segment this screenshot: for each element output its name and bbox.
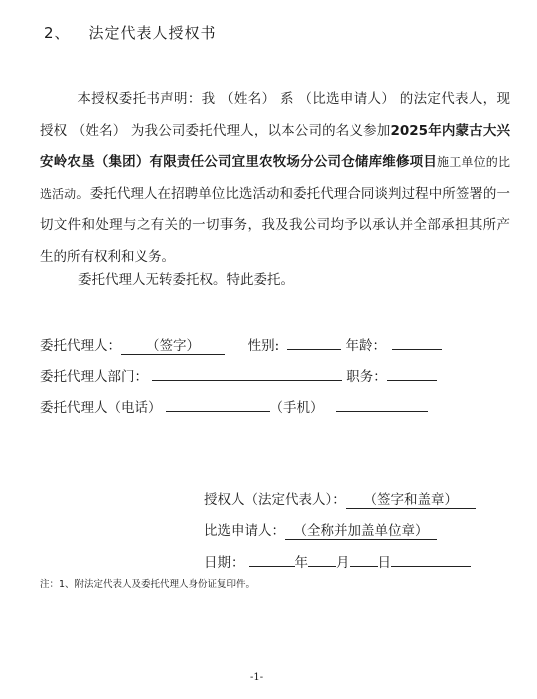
section-number: 2、 (44, 24, 71, 42)
section-heading (44, 22, 217, 43)
page-number: -1- (250, 672, 264, 683)
declaration-text-1: 本授权委托书声明：我 （姓名） 系 （比选申请人） 的法定代表人，现授权 （姓名） 为我公司委托代理人，以本公司的名义参加 (40, 91, 510, 139)
day-field[interactable] (350, 550, 378, 567)
date-label: 日期： (204, 555, 245, 571)
project-scope: 施工单位的比选活动 (40, 155, 510, 201)
mobile-label: （手机） (269, 400, 324, 416)
agent-label: 委托代理人： (40, 338, 121, 354)
mobile-field[interactable] (336, 395, 428, 412)
applicant-field[interactable] (285, 523, 437, 540)
age-field[interactable] (392, 333, 442, 350)
phone-label: 委托代理人（电话） (40, 400, 162, 416)
authorizer-hint: （签字和盖章） (363, 492, 458, 508)
duty-field[interactable] (387, 364, 437, 381)
year-label: 年 (294, 555, 308, 571)
gender-field[interactable] (287, 333, 341, 350)
section-title: 法定代表人授权书 (88, 24, 217, 42)
authorizer-row (204, 488, 476, 509)
day-label: 日 (377, 555, 391, 571)
gender-label: 性别: (247, 338, 280, 354)
applicant-label: 比选申请人： (204, 523, 285, 539)
agent-sign-field[interactable] (121, 338, 225, 355)
month-label: 月 (336, 555, 350, 571)
project-name: 2025年内蒙古大兴安岭农垦（集团）有限责任公司宜里农牧场分公司仓储库维修项目 (40, 122, 510, 170)
dept-row (40, 364, 437, 385)
year-field[interactable] (249, 550, 295, 567)
authorization-declaration (40, 84, 510, 273)
date-row (204, 550, 471, 571)
footnote: 注：1、附法定代表人及委托代理人身份证复印件。 (40, 579, 256, 590)
no-subdelegation-text: 委托代理人无转委托权。特此委托。 (78, 272, 294, 288)
duty-label: 职务： (346, 369, 387, 385)
agent-row (40, 333, 442, 355)
month-field[interactable] (308, 550, 336, 567)
dept-field[interactable] (152, 364, 342, 381)
authorizer-label: 授权人（法定代表人）： (204, 492, 346, 508)
applicant-row (204, 519, 437, 540)
declaration-text-2: 。委托代理人在招聘单位比选活动和委托代理合同谈判过程中所签署的一切文件和处理与之有关的一切事务，我及我公司均予以承认并全部承担其所产生的所有权利和义务。 (40, 185, 510, 265)
date-trailing-line (391, 550, 471, 567)
phone-field[interactable] (166, 395, 270, 412)
age-label: 年龄： (345, 338, 386, 354)
dept-label: 委托代理人部门： (40, 369, 148, 385)
agent-sign-hint: （签字） (146, 338, 200, 354)
phone-row (40, 395, 428, 416)
applicant-hint: （全称并加盖单位章） (293, 523, 429, 539)
authorizer-field[interactable] (346, 492, 476, 509)
